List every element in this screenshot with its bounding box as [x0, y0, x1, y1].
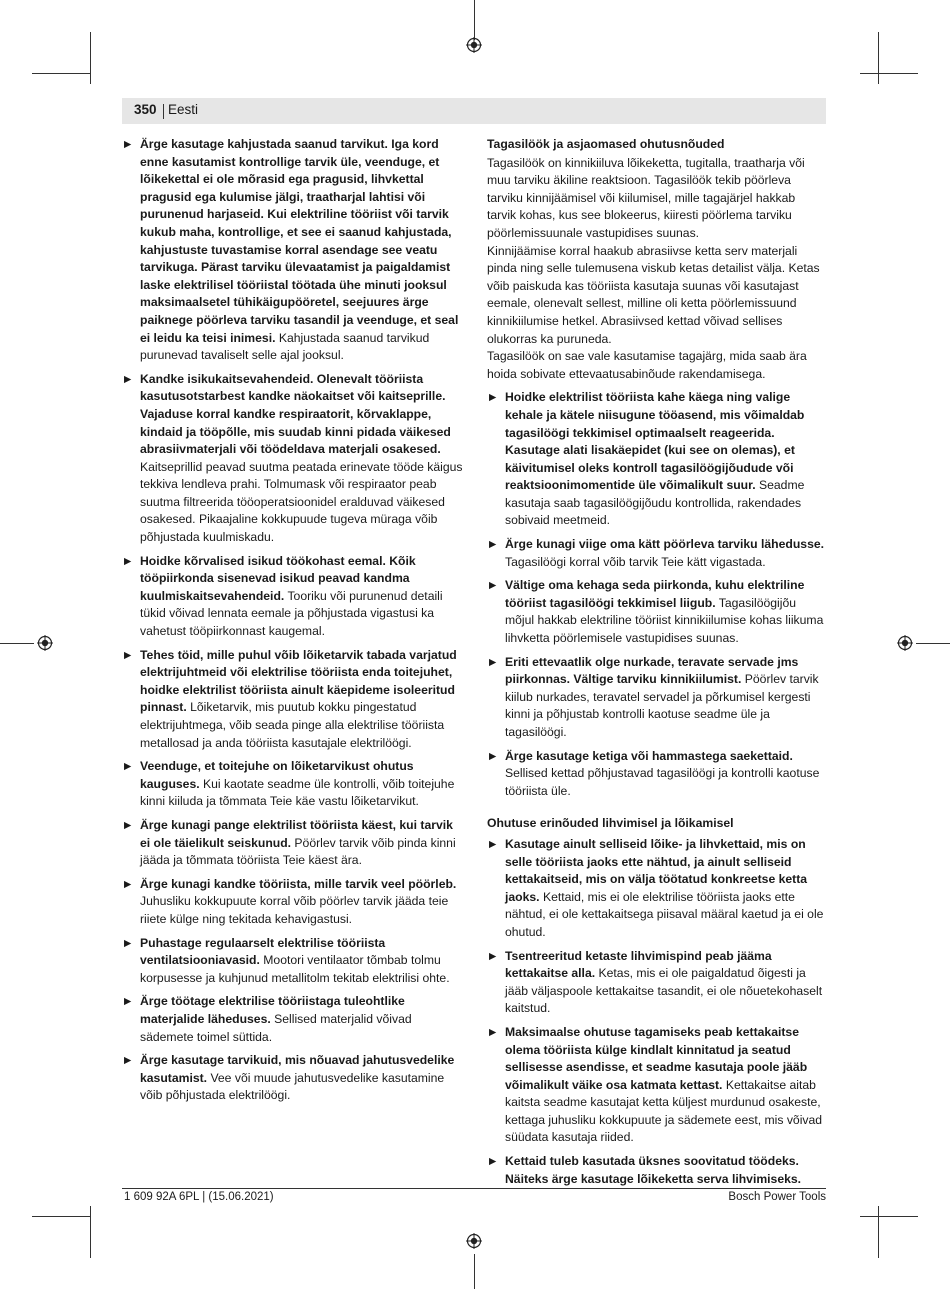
- bullet-arrow-icon: ▶: [489, 1156, 497, 1168]
- crop-mark: [878, 1206, 879, 1258]
- header-separator: [163, 104, 164, 119]
- bullet-arrow-icon: ▶: [489, 392, 497, 404]
- crop-mark: [32, 1216, 90, 1217]
- bullet-arrow-icon: ▶: [124, 649, 132, 661]
- registration-mark-icon: [466, 37, 482, 53]
- bullet-arrow-icon: ▶: [489, 750, 497, 762]
- bullet-arrow-icon: ▶: [124, 819, 132, 831]
- list-item: ▶ Hoidke kõrvalised isikud töökohast eemal. Kõik tööpiirkonda sisenevad isikud peavad kandma kuulmiskaitsevahendeid. Tooriku või purunenud detaili tükid võivad lennata eemale ja põhjustada vigastusi ka vahetust tööpiirkonnast kaugemal.: [124, 553, 443, 639]
- list-item: ▶ Puhastage regulaarselt elektrilise tööriista ventilatsiooniavasid. Mootori ventilaator tõmbab tolmu korpusesse ja kuhjunud metallitolm tekitab elektrilisi ohte.: [124, 935, 450, 985]
- list-item: ▶ Maksimaalse ohutuse tagamiseks peab kettakaitse olema tööriista külge kindlalt kinnitatud ja seatud sellisesse asendisse, et seadme kasutaja poole jääb võimalikult väike osa katmata kettast. Kettakaitse aitab kaitsta seadme kasutajat ketta küljest murdunud osakeste, kettaga juhusliku kokkupuute ja sädemete eest, mis võivad süüdata kasutaja riided.: [489, 1024, 823, 1145]
- page-language: Eesti: [168, 102, 199, 117]
- bullet-arrow-icon: ▶: [124, 937, 132, 949]
- crop-mark: [860, 73, 918, 74]
- crop-mark: [32, 73, 90, 74]
- registration-mark-icon: [897, 635, 913, 651]
- crop-mark: [90, 32, 91, 84]
- crop-mark: [474, 1254, 475, 1289]
- list-item: ▶ Tsentreeritud ketaste lihvimispind peab jääma kettakaitse alla. Ketas, mis ei ole paigaldatud õigesti ja jääb väljaspoole kettakaitse tasandit, ei ole nõuetekohaselt kaitstud.: [489, 948, 823, 1016]
- list-item: ▶ Ärge kasutage tarvikuid, mis nõuavad jahutusvedelike kasutamist. Vee või muude jahutusvedelike kasutamine võib põhjustada elektrilöögi.: [124, 1053, 455, 1103]
- list-item: ▶ Kasutage ainult selliseid lõike- ja lihvkettaid, mis on selle tööriista jaoks ette nähtud, ja ainult selliseid kettakaitseid, mis on välja töötatud konkreetse ketta jaoks. Kettaid, mis ei ole elektrilise tööriista jaoks ette nähtud, ei ole kettakaitsega piisaval määral kaetud ja ei ole ohutud.: [489, 836, 824, 939]
- section-heading-kickback: Tagasilöök ja asjaomased ohutusnõuded: [487, 137, 725, 151]
- bullet-arrow-icon: ▶: [489, 950, 497, 962]
- crop-mark: [916, 643, 950, 644]
- bullet-arrow-icon: ▶: [489, 1026, 497, 1038]
- bullet-arrow-icon: ▶: [124, 996, 132, 1008]
- list-item: ▶ Hoidke elektrilist tööriista kahe käega ning valige kehale ja kätele niisugune tööasend, mis võimaldab tagasilöögi tekkimisel optimaalselt reageerida. Kasutage alati lisakäepidet (kui see on olemas), et käivitumisel oleks kontroll tagasilöögijõudude või reaktsioonimomentide üle võimalikult suur. Seadme kasutaja saab tagasilöögijõudu kontrollida, rakendades sobivaid meetmeid.: [489, 390, 805, 528]
- header-bar: [122, 98, 826, 124]
- list-item: ▶ Ärge kasutage kahjustada saanud tarvikut. Iga kord enne kasutamist kontrollige tarvik üle, veenduge, et lõikekettal ei ole mõrasid ega pragusid, lihvkettal pragusid ega kulumise jälgi, traatharjal lahtisi või purunenud harjaseid. Kui elektriline tööriist või tarvik kukub maha, kontrollige, et see ei saanud kahjustada, kahjustuste tuvastamise korral asendage see veatu tarvikuga. Pärast tarviku ülevaatamist ja paigaldamist laske elektrilisel tööriistal töötada ühe minuti jooksul maksimaalsetel tühikäigupööretel, seejuures ärge paiknege pöörleva tarviku tasandil ja veenduge, et seal ei leidu ka teisi inimesi. Kahjustada saanud tarvikud purunevad tavaliselt selle ajal jooksul.: [124, 137, 459, 363]
- document-code: 1 609 92A 6PL | (15.06.2021): [124, 1191, 274, 1203]
- crop-mark: [878, 32, 879, 84]
- bullet-arrow-icon: ▶: [124, 761, 132, 773]
- paragraph: Tagasilöök on kinnikiiluva lõikeketta, tugitalla, traatharja või muu tarviku äkiline reaktsioon. Tagasilöök tekib pöörleva tarviku kinnijäämisel või kiilumisel, mille tagajärjel hakkab tarvik kohas, kus see blokeerus, kiiresti pöörlema tarviku pöörlemissuunale vastupidises suunas.: [487, 155, 805, 240]
- bullet-arrow-icon: ▶: [124, 373, 132, 385]
- crop-mark: [860, 1216, 918, 1217]
- registration-mark-icon: [466, 1233, 482, 1249]
- list-item: ▶ Ärge kunagi pange elektrilist tööriista käest, kui tarvik ei ole täielikult seiskunud. Pöörlev tarvik võib pinda kinni jääda ja tõmmata tööriista Teie käest ära.: [124, 817, 456, 868]
- bullet-arrow-icon: ▶: [124, 555, 132, 567]
- brand-name: Bosch Power Tools: [728, 1191, 826, 1203]
- list-item: ▶ Veenduge, et toitejuhe on lõiketarvikust ohutus kauguses. Kui kaotate seadme üle kontrolli, võib toitejuhe kinni kiiluda ja tõmmata Teie käe vastu lõiketarvikut.: [124, 759, 455, 809]
- paragraph: Tagasilöök on sae vale kasutamise tagajärg, mida saab ära hoida sobivate ettevaatusabinõude rakendamisega.: [487, 349, 807, 381]
- right-column: [487, 136, 827, 1194]
- bullet-arrow-icon: ▶: [489, 539, 497, 551]
- bullet-arrow-icon: ▶: [489, 656, 497, 668]
- bullet-arrow-icon: ▶: [124, 878, 132, 890]
- page-number: 350: [134, 102, 157, 117]
- crop-mark: [0, 643, 34, 644]
- list-item: ▶ Vältige oma kehaga seda piirkonda, kuhu elektriline tööriist tagasilöögi tekkimisel liigub. Tagasilöögijõu mõjul hakkab elektriline tööriist kinnikiilumise kohas liikuma lihvketta pöörlemisele vastupidises suunas.: [489, 578, 824, 646]
- list-item: ▶ Ärge kunagi viige oma kätt pöörleva tarviku lähedusse. Tagasilöögi korral võib tarvik Teie kätt vigastada.: [489, 537, 825, 569]
- bullet-arrow-icon: ▶: [124, 1055, 132, 1067]
- bullet-arrow-icon: ▶: [124, 139, 132, 150]
- list-item: ▶ Kandke isikukaitsevahendeid. Olenevalt tööriista kasutusotstarbest kandke näokaitset või kaitseprille. Vajaduse korral kandke respiraatorit, kõrvaklappe, kindaid ja tööpõlle, mis suudab kinni pidada väikesed abrasiivmaterjali või töödeldava materjali osakesed. Kaitseprillid peavad suutma peatada erinevate tööde käigus tekkiva lendleva prahi. Tolmumask või respiraator peab suutma filtreerida tööoperatsioonidel eralduvad väikesed osakesed. Pikaajaline kokkupuude tugeva müraga võib põhjustada kuulmiskadu.: [124, 371, 463, 545]
- left-column: [122, 136, 465, 1111]
- section-heading-grinding: Ohutuse erinõuded lihvimisel ja lõikamisel: [487, 816, 734, 831]
- list-item: ▶ Kettaid tuleb kasutada üksnes soovitatud töödeks. Näiteks ärge kasutage lõikeketta serva lihvimiseks.: [489, 1154, 802, 1186]
- paragraph: Kinnijäämise korral haakub abrasiivse ketta serv materjali pinda ning selle tulemusena viskub ketas detailist välja. Ketas võib paiskuda kas tööriista kasutaja suunas või kasutajast eemale, olenevalt sellest, milline oli ketta pöörlemissuund kinnikiilumise hetkel. Abrasiivsed kettad võivad sellises olukorras ka puruneda.: [487, 243, 820, 346]
- registration-mark-icon: [37, 635, 53, 651]
- bullet-arrow-icon: ▶: [489, 838, 497, 850]
- list-item: ▶ Ärge kunagi kandke tööriista, mille tarvik veel pöörleb. Juhusliku kokkupuute korral võib pöörlev tarvik jääda teie riiete külge ning tekitada kehavigastusi.: [124, 876, 457, 926]
- list-item: ▶ Tehes töid, mille puhul võib lõiketarvik tabada varjatud elektrijuhtmeid või elektrilise tööriista enda toitejuhet, hoidke elektrilist tööriista ainult käepideme isoleeritud pinnast. Lõiketarvik, mis puutub kokku pingestatud elektrijuhtmega, võib seada pinge alla elektrilise tööriista metallosad ja anda tööriista kasutajale elektrilöögi.: [124, 647, 457, 750]
- list-item: ▶ Eriti ettevaatlik olge nurkade, teravate servade jms piirkonnas. Vältige tarviku kinnikiilumist. Pöörlev tarvik kiilub nurkades, teravatel servadel ja põrkumisel kergesti kinni ja põhjustab kontrolli kaotuse seadme üle ja tagasilöögi.: [489, 654, 819, 739]
- bullet-arrow-icon: ▶: [489, 580, 497, 592]
- list-item: ▶ Ärge töötage elektrilise tööriistaga tuleohtlike materjalide läheduses. Sellised materjalid võivad sädemete toimel süttida.: [124, 994, 412, 1044]
- footer-rule: [122, 1188, 826, 1189]
- crop-mark: [474, 0, 475, 40]
- crop-mark: [90, 1206, 91, 1258]
- list-item: ▶ Ärge kasutage ketiga või hammastega saekettaid. Sellised kettad põhjustavad tagasilöögi ja kontrolli kaotuse tööriista üle.: [489, 748, 820, 798]
